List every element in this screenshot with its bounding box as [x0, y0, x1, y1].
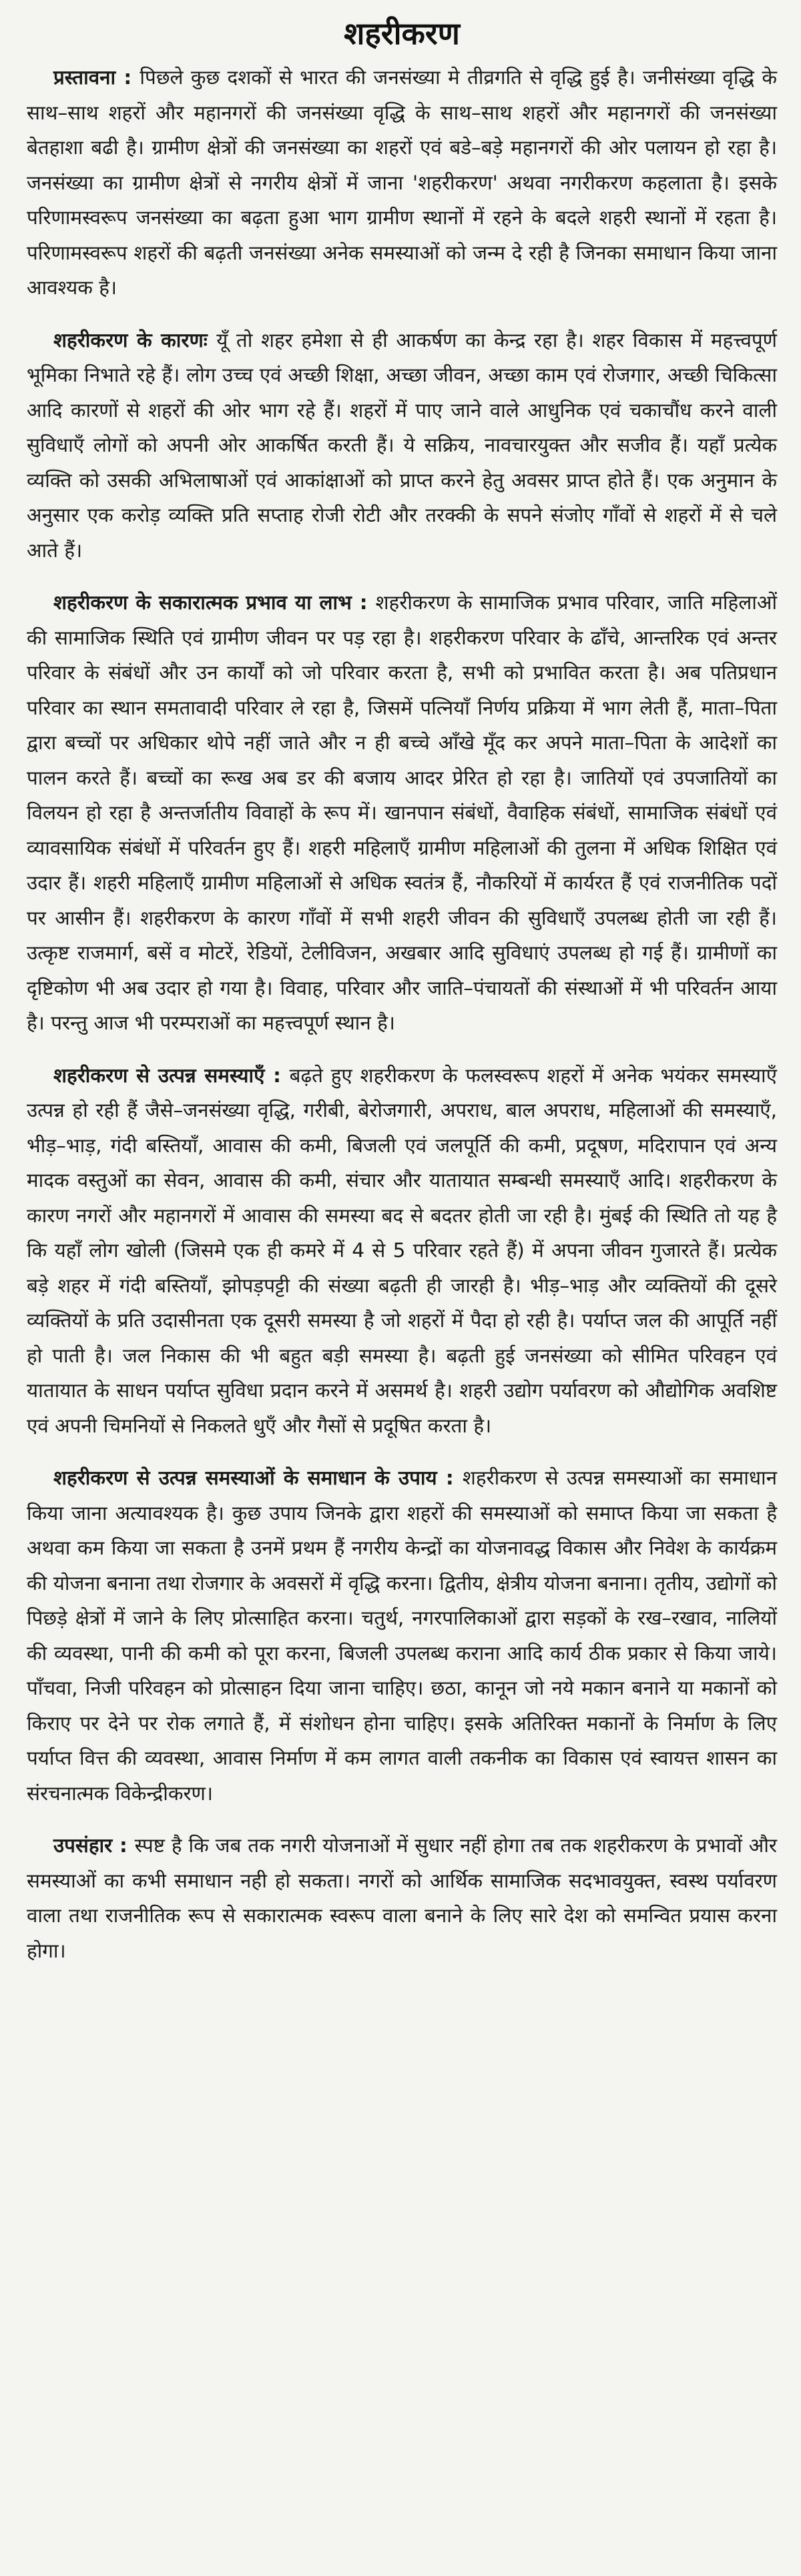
- section-text: शहरीकरण के सामाजिक प्रभाव परिवार, जाति महिलाओं की सामाजिक स्थिति एवं ग्रामीण जीवन पर पड़ रहा है। शहरीकरण परिवार के ढाँचे, आन्तरिक एवं अन्तर परिवार के संबंधों और उन कार्यों को जो परिवार करता है, सभी को प्रभावित करता है। अब पतिप्रधान परिवार का स्थान समतावादी परिवार ले रहा है, जिसमें पत्नियाँ निर्णय प्रक्रिया में भाग लेती हैं, माता–पिता द्वारा बच्चों पर अधिकार थोपे नहीं जाते और न ही बच्चे आँखे मूँद कर अपने माता–पिता के आदेशों का पालन करते हैं। बच्चों का रूख अब डर की बजाय आदर प्रेरित हो रहा है। जातियों एवं उपजातियों का विलयन हो रहा है अन्तर्जातीय विवाहों के रूप में। खानपान संबंधों, वैवाहिक संबंधों, सामाजिक संबंधों एवं व्यावसायिक संबंधों में परिवर्तन हुए हैं। शहरी महिलाएँ ग्रामीण महिलाओं की तुलना में अधिक शिक्षित एवं उदार हैं। शहरी महिलाएँ ग्रामीण महिलाओं से अधिक स्वतंत्र हैं, नौकरियों में कार्यरत हैं एवं राजनीतिक पदों पर आसीन हैं। शहरीकरण के कारण गाँवों में सभी शहरी जीवन की सुविधाएँ उपलब्ध होती जा रही हैं। उत्कृष्ट राजमार्ग, बसें व मोटरें, रेडियों, टेलीविजन, अखबार आदि सुविधाएं उपलब्ध हो गई हैं। ग्रामीणों का दृष्टिकोण भी अब उदार हो गया है। विवाह, परिवार और जाति–पंचायतों की संस्थाओं में भी परिवर्तन आया है। परन्तु आज भी परम्पराओं का महत्त्वपूर्ण स्थान है।: [27, 591, 777, 1034]
- heading-separator: :: [437, 1466, 463, 1489]
- section-text: शहरीकरण से उत्पन्न समस्याओं का समाधान किया जाना अत्यावश्यक है। कुछ उपाय जिनके द्वारा शहरों की समस्याओं को समाप्त किया जा सकता है अथवा कम किया जा सकता है उनमें प्रथम हैं नगरीय केन्द्रों का योजनावद्ध विकास और निवेश के कार्यक्रम की योजना बनाना तथा रोजगार के अवसरों में वृद्धि करना। द्वितीय, क्षेत्रीय योजना बनाना। तृतीय, उद्योगों को पिछड़े क्षेत्रों में जाने के लिए प्रोत्साहित करना। चतुर्थ, नगरपालिकाओं द्वारा सड़कों के रख–रखाव, नालियों की व्यवस्था, पानी की कमी को पूरा करना, बिजली उपलब्ध कराना आदि कार्य ठीक प्रकार से किया जाये। पाँचवा, निजी परिवहन को प्रोत्साहन दिया जाना चाहिए। छठा, कानून जो नये मकान बनाने या मकानों को किराए पर देने पर रोक लगाते हैं, में संशोधन होना चाहिए। इसके अतिरिक्त मकानों के निर्माण के लिए पर्याप्त वित्त की व्यवस्था, आवास निर्माण में कम लागत वाली तकनीक का विकास एवं स्वायत्त शासन का संरचनात्मक विकेन्द्रीकरण।: [27, 1466, 777, 1805]
- heading-separator: :: [115, 66, 140, 89]
- heading-separator: :: [351, 591, 376, 614]
- section-paragraph: [27, 1828, 777, 1968]
- section-conclusion: [27, 1828, 777, 1968]
- heading-separator: [208, 329, 216, 352]
- section-paragraph: [27, 1460, 777, 1811]
- section-heading: प्रस्तावना: [53, 66, 116, 89]
- section-text: बढ़ते हुए शहरीकरण के फलस्वरूप शहरों में अनेक भयंकर समस्याएँ उत्पन्न हो रही हैं जैसे–जनसंख्या वृद्धि, गरीबी, बेरोजगारी, अपराध, बाल अपराध, महिलाओं की समस्याएँ, भीड़–भाड़, गंदी बस्तियाँ, आवास की कमी, बिजली एवं जलपूर्ति की कमी, प्रदूषण, मदिरापान एवं अन्य मादक वस्तुओं का सेवन, आवास की कमी, संचार और यातायात सम्बन्धी समस्याएँ आदि। शहरीकरण के कारण नगरों और महानगरों में आवास की समस्या बद से बदतर होती जा रही है। मुंबई की स्थिति तो यह है कि यहाँ लोग खोली (जिसमे एक ही कमरे में 4 से 5 परिवार रहते हैं) में अपना जीवन गुजारते हैं। प्रत्येक बड़े शहर में गंदी बस्तियाँ, झोपड़पट्टी की संख्या बढ़ती ही जारही है। भीड़–भाड़ और व्यक्तियों की दूसरे व्यक्तियों के प्रति उदासीनता एक दूसरी समस्या है जो शहरों में पैदा हो रही है। पर्याप्त जल की आपूर्ति नहीं हो पाती है। जल निकास की भी बहुत बड़ी समस्या है। बढ़ती हुई जनसंख्या को सीमित परिवहन एवं यातायात के साधन पर्याप्त सुविधा प्रदान करने में असमर्थ है। शहरी उद्योग पर्यावरण को औद्योगिक अवशिष्ट एवं अपनी चिमनियों से निकलते धुएँ और गैसों से प्रदूषित करता है।: [27, 1063, 777, 1437]
- section-heading: उपसंहार: [53, 1834, 113, 1857]
- section-paragraph: [27, 60, 777, 306]
- section-positive-effects: [27, 585, 777, 1041]
- page-title: शहरीकरण: [344, 15, 460, 51]
- section-text: पिछले कुछ दशकों से भारत की जनसंख्या मे तीव्रगति से वृद्धि हुई है। जनीसंख्या वृद्धि के साथ–साथ शहरों और महानगरों की जनसंख्या वृद्धि के साथ–साथ शहरों और महानगरों की जनसंख्या बेतहाशा बढी है। ग्रामीण क्षेत्रों की जनसंख्या का शहरों एवं बडे–बड़े महानगरों की ओर पलायन हो रहा है। जनसंख्या का ग्रामीण क्षेत्रों से नगरीय क्षेत्रों में जाना 'शहरीकरण' अथवा नगरीकरण कहलाता है। इसके परिणामस्वरूप जनसंख्या का बढ़ता हुआ भाग ग्रामीण स्थानों में रहने के बदले शहरी स्थानों में रहता है। परिणामस्वरूप शहरों की बढ़ती जनसंख्या अनेक समस्याओं को जन्म दे रही है जिनका समाधान किया जाना आवश्यक है।: [27, 66, 777, 299]
- section-causes: [27, 323, 777, 568]
- section-paragraph: [27, 585, 777, 1041]
- heading-separator: :: [264, 1063, 290, 1087]
- section-text: स्पष्ट है कि जब तक नगरी योजनाओं में सुधार नहीं होगा तब तक शहरीकरण के प्रभावों और समस्याओं का कभी समाधान नही हो सकता। नगरों को आर्थिक सामाजिक सदभावयुक्त, स्वस्थ पर्यावरण वाला तथा राजनीतिक रूप से सकारात्मक स्वरूप वाला बनाने के लिए सारे देश को समन्वित प्रयास करना होगा।: [27, 1834, 777, 1962]
- section-heading: शहरीकरण के कारणः: [53, 328, 208, 352]
- section-heading: शहरीकरण से उत्पन्न समस्याएँ: [53, 1063, 265, 1087]
- section-solutions: [27, 1460, 777, 1811]
- section-paragraph: [27, 1058, 777, 1444]
- section-paragraph: [27, 323, 777, 568]
- section-heading: शहरीकरण के सकारात्मक प्रभाव या लाभ: [53, 591, 352, 614]
- heading-separator: :: [112, 1834, 135, 1857]
- section-text: यूँ तो शहर हमेशा से ही आकर्षण का केन्द्र रहा है। शहर विकास में महत्त्वपूर्ण भूमिका निभाते रहे हैं। लोग उच्च एवं अच्छी शिक्षा, अच्छा जीवन, अच्छा काम एवं रोजगार, अच्छी चिकित्सा आदि कारणों से शहरों की ओर भाग रहे हैं। शहरों में पाए जाने वाले आधुनिक एवं चकाचौंध करने वाली सुविधाएँ लोगों को अपनी ओर आकर्षित करती हैं। ये सक्रिय, नावचारयुक्त और सजीव हैं। यहाँ प्रत्येक व्यक्ति को उसकी अभिलाषाओं एवं आकांक्षाओं को प्राप्त करने हेतु अवसर प्राप्त होते हैं। एक अनुमान के अनुसार एक करोड़ व्यक्ति प्रति सप्ताह रोजी रोटी और तरक्की के सपने संजोए गाँवों से शहरों में से चले आते हैं।: [27, 328, 778, 562]
- section-problems: [27, 1058, 777, 1444]
- section-introduction: [27, 60, 777, 306]
- section-heading: शहरीकरण से उत्पन्न समस्याओं के समाधान के उपाय: [53, 1466, 437, 1489]
